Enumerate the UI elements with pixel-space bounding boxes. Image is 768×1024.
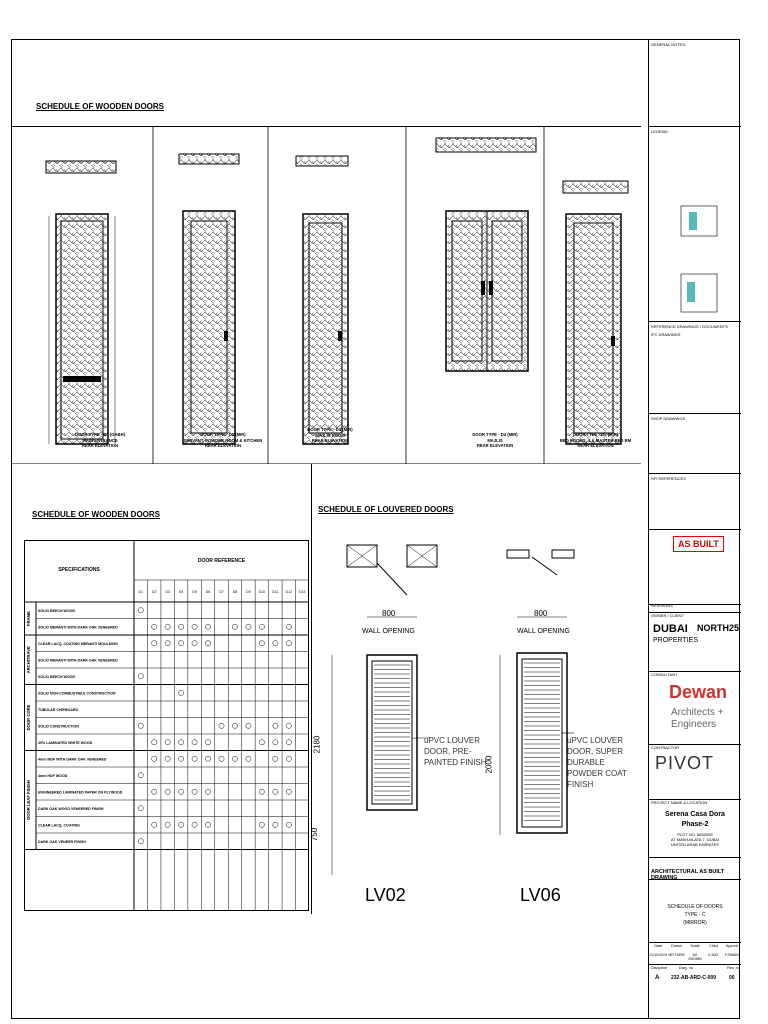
lv02-wall-opening: WALL OPENING: [362, 628, 415, 635]
legend-label: LEGEND:: [651, 129, 669, 134]
spec-mark: [259, 740, 264, 745]
spec-mark: [152, 789, 157, 794]
spec-row-label: 30% LAMINATED WHITE WOOD: [38, 740, 93, 745]
spec-mark: [286, 822, 291, 827]
door-d5-elevation: [563, 181, 628, 444]
spec-mark: [179, 690, 184, 695]
spec-mark: [246, 624, 251, 629]
client-dubai: DUBAI: [653, 623, 688, 635]
project-location: AT MAKHAILATA 7, DUBAI: [670, 837, 720, 842]
spec-mark: [259, 624, 264, 629]
ref-drawings-label: REFERENCE DRAWINGS / DOCUMENTS: [651, 324, 728, 329]
group-label: DOOR CORE: [26, 704, 31, 731]
client-properties: PROPERTIES: [653, 637, 698, 644]
consultant-dewan: Dewan: [669, 682, 728, 702]
spec-mark: [152, 756, 157, 761]
door-d2-elevation: [179, 154, 239, 444]
spec-mark: [138, 674, 143, 679]
spec-mark: [192, 822, 197, 827]
spec-mark: [259, 789, 264, 794]
spec-mark: [179, 740, 184, 745]
lv02-height: 2180: [312, 735, 322, 754]
door-d2-caption: DOOR TYPE - D2 (MIR) SERVANT, POWDER ROOM & KITCHEN REAR ELEVATION: [183, 432, 263, 448]
consultant-label: CONSULTANT: [651, 672, 678, 677]
spec-mark: [152, 624, 157, 629]
project-label: PROJECT NAME & LOCATION: [651, 800, 708, 805]
spec-mark: [273, 723, 278, 728]
door-ref-header: DOOR REFERENCE: [197, 558, 246, 564]
door-d5-caption: DOOR TYPE - D5 (MIR) BED ROOMS, 1 & MASTER BED RM REAR ELEVATION: [559, 432, 632, 448]
spec-mark: [165, 624, 170, 629]
lv06-note: uPVC LOUVER DOOR, SUPER DURABLE POWDER COAT FINISH: [567, 736, 627, 789]
client-north25: NORTH25: [697, 623, 740, 633]
louvered-doors: [312, 535, 642, 915]
door-d3-elevation: [296, 156, 348, 444]
shop-drawings-label: SHOP DRAWINGS: [651, 416, 686, 421]
dwg-label: Dwg. no.: [679, 966, 694, 970]
spec-mark: [286, 789, 291, 794]
title-block: [648, 39, 741, 1019]
louvered-doors-title: SCHEDULE OF LOUVERED DOORS: [318, 505, 454, 514]
door-d3-caption: DOOR TYPE - D3 (MIR) MAJLIS ROOM REAR ELEVATION: [307, 427, 353, 443]
spec-row-label: SOLID MERANTI WITH DARK OAK VENEERED: [38, 658, 118, 663]
lv02-width: 800: [382, 609, 396, 618]
consultant-architects: Architects +: [671, 707, 724, 718]
spec-mark: [273, 822, 278, 827]
spec-mark: [232, 756, 237, 761]
door-d4-elevation: [436, 138, 536, 371]
spec-row-label: 4mm HDF WOOD: [38, 773, 68, 778]
spec-mark: [205, 641, 210, 646]
spec-mark: [192, 641, 197, 646]
lv06-wall-opening: WALL OPENING: [517, 628, 570, 635]
group-label: DOOR LEAF FINISH: [26, 780, 31, 820]
spec-mark: [205, 756, 210, 761]
spec-table: [24, 540, 309, 912]
spec-mark: [219, 723, 224, 728]
spec-mark: [138, 723, 143, 728]
column-header: D4: [178, 590, 184, 594]
spec-row-label: SOLID MERANTI WITH DARK OAK VENEERED: [38, 625, 118, 630]
lv02-note: uPVC LOUVER DOOR, PRE-PAINTED FINISH: [424, 736, 487, 767]
spec-mark: [246, 756, 251, 761]
spec-mark: [273, 740, 278, 745]
discipline-value: A: [655, 975, 660, 981]
door-elevations: [11, 126, 641, 464]
column-header: D1: [138, 590, 143, 594]
spec-mark: [246, 723, 251, 728]
spec-mark: [192, 624, 197, 629]
spec-row-label: DARK OAK VENEER FINISH: [38, 839, 86, 844]
spec-mark: [179, 789, 184, 794]
project-phase: Phase-2: [681, 821, 709, 828]
consultant-engineers: Engineers: [671, 719, 717, 730]
column-header: D9: [246, 590, 251, 594]
spec-mark: [286, 723, 291, 728]
spec-mark: [259, 822, 264, 827]
spec-mark: [179, 822, 184, 827]
spec-mark: [138, 806, 143, 811]
project-plot: PLOT NO. 6832059: [677, 832, 713, 837]
lv02-drawing: [332, 545, 437, 875]
rfi-label: RFI REFERENCES: [651, 476, 686, 481]
ref-drawings-sub: IFC DRAWINGS: [651, 332, 681, 337]
spec-mark: [165, 789, 170, 794]
column-header: D2: [151, 590, 157, 594]
spec-mark: [138, 839, 143, 844]
column-header: D12: [285, 590, 293, 594]
column-header: D7: [219, 590, 224, 594]
group-label: ARCHITRAVE: [26, 646, 31, 674]
spec-mark: [205, 740, 210, 745]
spec-row-label: SOLID CONSTRUCTION: [38, 724, 79, 729]
spec-mark: [273, 641, 278, 646]
wooden-doors-table-title: SCHEDULE OF WOODEN DOORS: [32, 510, 161, 519]
spec-mark: [286, 756, 291, 761]
discipline-label: Discipline: [651, 966, 668, 970]
spec-row-label: SOLID NON-COMBUSTIBLE CONSTRUCTION: [38, 691, 116, 696]
column-header: D6: [205, 590, 211, 594]
column-header: D8: [232, 590, 238, 594]
spec-mark: [273, 756, 278, 761]
contractor-label: CONTRACTOR: [651, 745, 680, 750]
spec-row-label: 4mm MDF WITH DARK OAK VENEERED: [38, 757, 107, 762]
spec-mark: [165, 822, 170, 827]
lv06-tag: LV06: [520, 885, 561, 905]
spec-mark: [286, 641, 291, 646]
spec-mark: [165, 641, 170, 646]
drawing-title-3: (MIRROR): [683, 920, 707, 926]
spec-mark: [192, 789, 197, 794]
spec-mark: [219, 756, 224, 761]
spec-mark: [286, 740, 291, 745]
project-country: UNITED ARAB EMIRATES: [671, 842, 719, 847]
as-built-stamp: AS BUILT: [673, 536, 724, 552]
project-name: Serena Casa Dora: [665, 811, 725, 818]
spec-mark: [205, 822, 210, 827]
lv06-drawing: [500, 550, 574, 835]
spec-row-label: DARK OAK WOOD VENEERED FINISH: [38, 806, 104, 811]
meta-values-row: 21/10/2019 MR.TARIK AS SHOWN K.DAY F.SWAIN: [649, 953, 739, 961]
spec-mark: [192, 740, 197, 745]
spec-mark: [152, 740, 157, 745]
lv06-width: 800: [534, 609, 548, 618]
column-header: D13: [299, 590, 306, 594]
rev-label: Rev. no.: [727, 966, 741, 970]
general-notes-label: GENERAL NOTES:: [651, 42, 686, 47]
spec-mark: [205, 789, 210, 794]
spec-mark: [152, 822, 157, 827]
column-header: D10: [258, 590, 266, 594]
discipline-title: ARCHITECTURAL AS BUILT DRAWING: [651, 869, 725, 881]
spec-mark: [138, 773, 143, 778]
spec-row-label: SOLID BEECH WOOD: [38, 608, 76, 613]
spec-mark: [192, 756, 197, 761]
spec-mark: [152, 641, 157, 646]
drawing-number: 232-AB-ARD-C-009: [671, 975, 717, 981]
spec-mark: [165, 756, 170, 761]
spec-mark: [286, 624, 291, 629]
spec-mark: [165, 740, 170, 745]
spec-mark: [205, 624, 210, 629]
spec-mark: [232, 624, 237, 629]
revision-number: 00: [729, 975, 735, 981]
spec-mark: [179, 756, 184, 761]
column-header: D3: [165, 590, 170, 594]
door-d1-elevation: [46, 161, 116, 444]
spec-row-label: CLEAR LACQ. COATING MERANTI MOULDING: [38, 641, 118, 646]
spec-mark: [232, 723, 237, 728]
spec-mark: [179, 641, 184, 646]
spec-mark: [179, 624, 184, 629]
spec-mark: [138, 608, 143, 613]
wooden-doors-top-title: SCHEDULE OF WOODEN DOORS: [36, 102, 165, 111]
spec-row-label: ENGINEERED LAMINATED PAPER ON PLYWOOD: [38, 790, 123, 795]
group-label: FRAME: [26, 611, 31, 626]
revisions-label: REVISIONS: [651, 603, 673, 608]
lv02-tag: LV02: [365, 885, 406, 905]
spec-mark: [273, 789, 278, 794]
spec-row-label: TUBULAR CHIPBOARD: [38, 707, 79, 712]
column-header: D5: [192, 590, 197, 594]
spec-row-label: SOLID BEECH WOOD: [38, 674, 76, 679]
spec-header: SPECIFICATIONS: [58, 567, 100, 573]
lv06-height: 2000: [484, 755, 494, 774]
door-d1-caption: DOOR TYPE - D1 (GABH) MAIN ENTRANCE REAR ELEVATION: [74, 432, 126, 448]
door-d4-caption: DOOR TYPE - D4 (MIR) MAJLIS REAR ELEVATION: [472, 432, 518, 448]
column-header: D11: [272, 590, 279, 594]
spec-mark: [259, 641, 264, 646]
key-plan-icon: [679, 204, 719, 314]
meta-labels-row: Date Drawn Scale Chkd Apprvd: [654, 944, 738, 948]
client-label: OWNER / CLIENT: [651, 613, 684, 618]
drawing-title-1: SCHEDULE OF DOORS: [667, 904, 723, 910]
lv02-sill: 750: [310, 827, 320, 842]
contractor-pivot: PIVOT: [655, 753, 715, 773]
drawing-title-2: TYPE - C: [684, 912, 706, 918]
spec-row-label: CLEAR LACQ. COATING: [38, 823, 80, 828]
